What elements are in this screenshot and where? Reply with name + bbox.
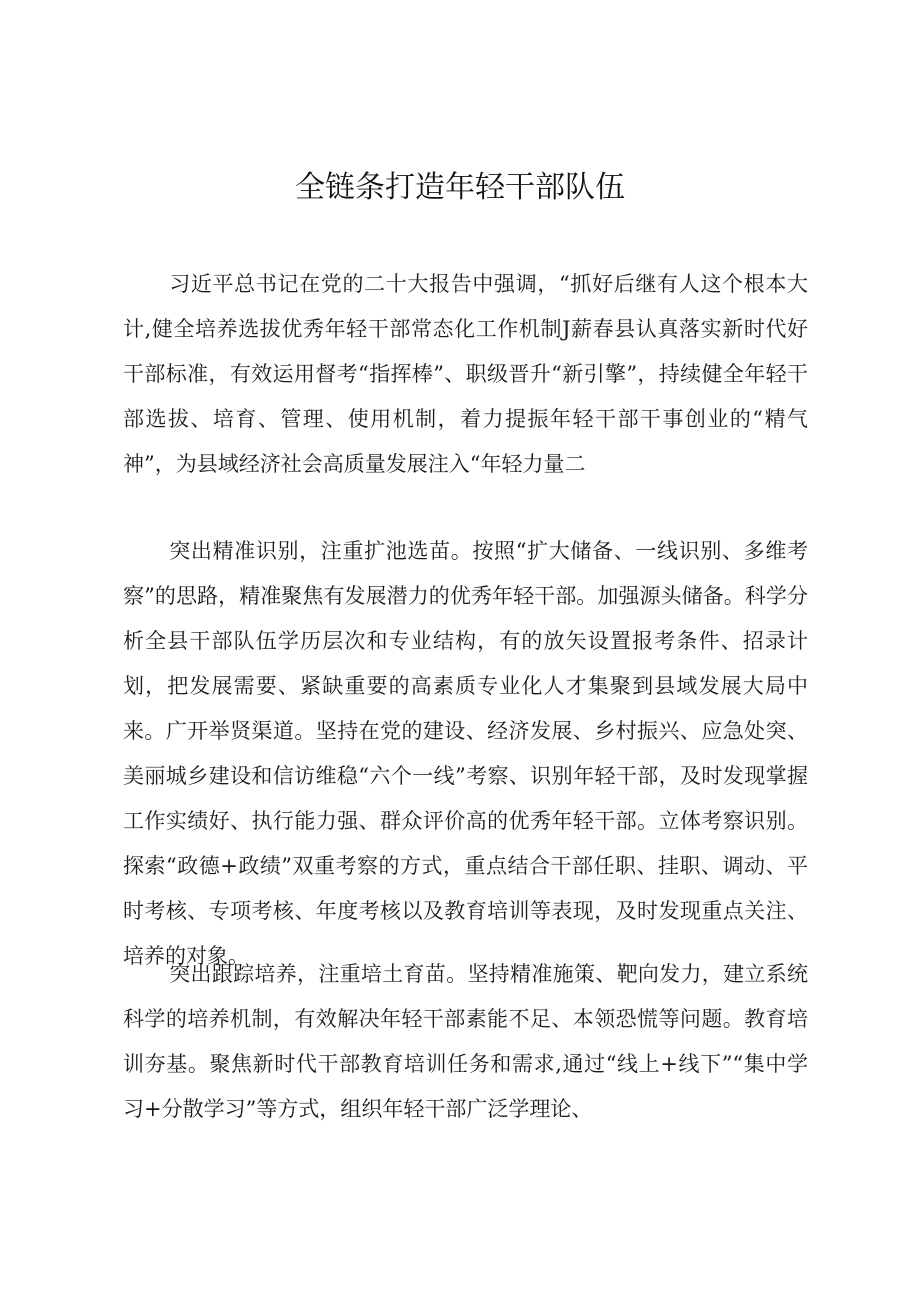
paragraph-tracking-cultivation: 突出跟踪培养，注重培土育苗。坚持精准施策、靶向发力，建立系统科学的培养机制，有效解决年轻干部素能不足、本领恐慌等问题。教育培训夯基。聚焦新时代干部教育培训任务和需求,通过“线上+线下”“集中学习+分散学习”等方式，组织年轻干部广泛学理论、 xyxy=(123,962,808,1121)
paragraph-precise-identification: 突出精准识别，注重扩池选苗。按照“扩大储备、一线识别、多维考察”的思路，精准聚焦有发展潜力的优秀年轻干部。加强源头储备。科学分析全县干部队伍学历层次和专业结构，有的放矢设置报考条件、招录计划，把发展需要、紧缺重要的高素质专业化人才集聚到县域发展大局中来。广开举贤渠道。坚持在党的建设、经济发展、乡村振兴、应急处突、美丽城乡建设和信访维稳“六个一线”考察、识别年轻干部，及时发现掌握工作实绩好、执行能力强、群众评价高的优秀年轻干部。立体考察识别。探索“政德+政绩”双重考察的方式，重点结合干部任职、挂职、调动、平时考核、专项考核、年度考核以及教育培训等表现，及时发现重点关注、培养的对象。 xyxy=(123,539,808,968)
document-title: 全链条打造年轻干部队伍 xyxy=(295,170,625,205)
paragraph-intro: 习近平总书记在党的二十大报告中强调，“抓好后继有人这个根本大计,健全培养选拔优秀年轻干部常态化工作机制J薪春县认真落实新时代好干部标准，有效运用督考“指挥棒”、职级晋升“新引擎”，持续健全年轻干部选拔、培育、管理、使用机制，着力提振年轻干部干事创业的“精气神”，为县域经济社会高质量发展注入“年轻力量二 xyxy=(123,272,808,476)
